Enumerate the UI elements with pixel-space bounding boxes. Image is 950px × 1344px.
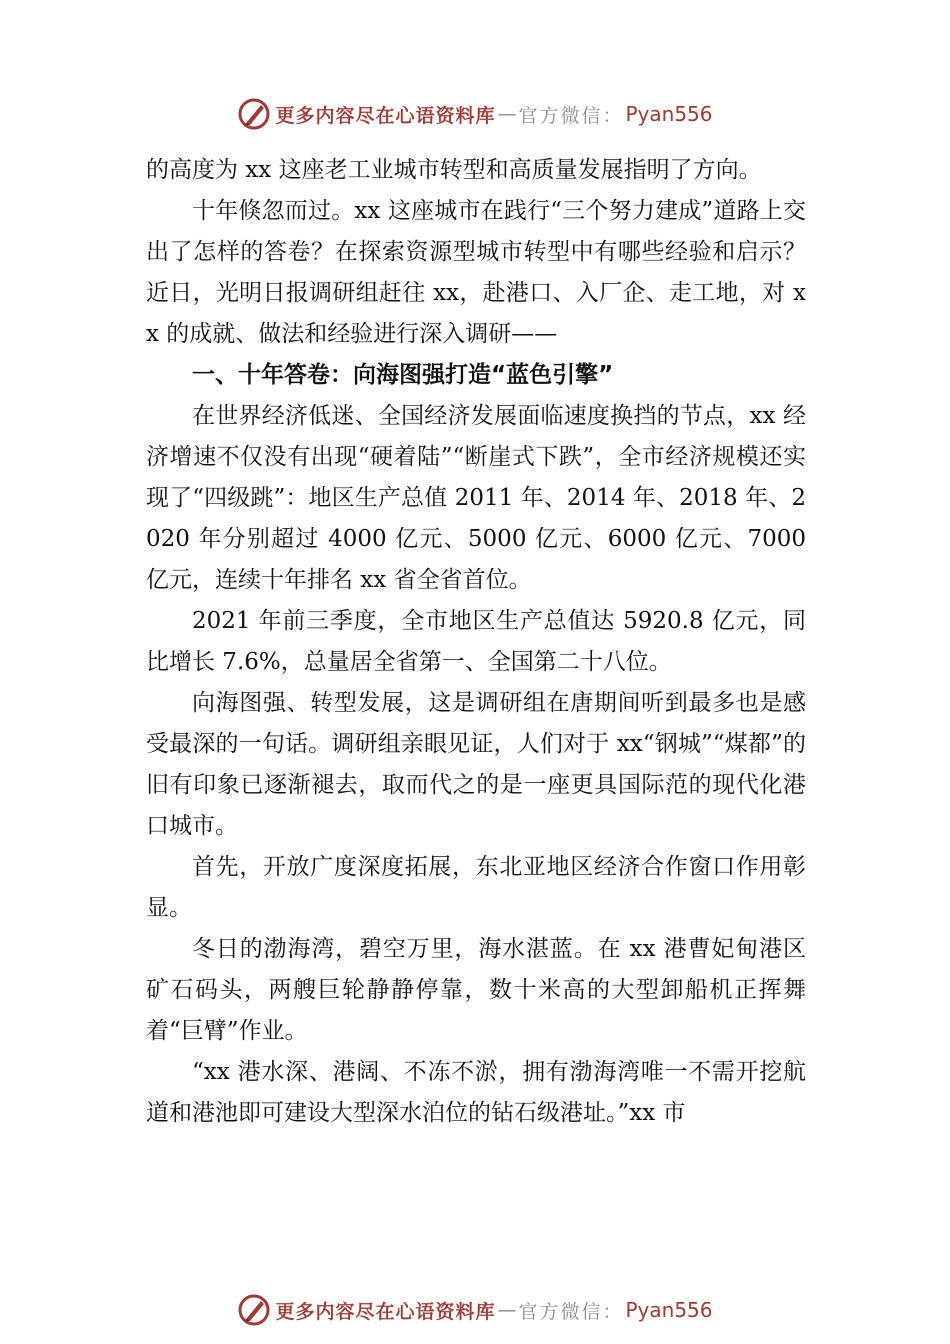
paragraph: 2021 年前三季度，全市地区生产总值达 5920.8 亿元，同比增长 7.6%，总量居全省第一、全国第二十八位。	[146, 608, 806, 675]
watermark-title: 更多内容尽在心语资料库	[275, 1300, 496, 1323]
paragraph: 冬日的渤海湾，碧空万里，海水湛蓝。在 xx 港曹妃甸港区矿石码头，两艘巨轮静静停靠，数十米高的大型卸船机正挥舞着“巨臂”作业。	[146, 936, 806, 1044]
watermark-dash: —	[497, 103, 517, 125]
footer-watermark	[0, 1290, 950, 1330]
document-body	[146, 150, 806, 1134]
paragraph: 在世界经济低迷、全国经济发展面临速度换挡的节点，xx 经济增速不仅没有出现“硬着陆”“断崖式下跌”，全市经济规模还实现了“四级跳”：地区生产总值 2011 年、2014 年、2018 年、2020 年分别超过 4000 亿元、5000 亿元、6000 亿元、7000 亿元，连续十年排名 xx 省全省首位。	[146, 403, 806, 593]
pen-logo-icon	[237, 1293, 271, 1327]
paragraph: 十年倏忽而过。xx 这座城市在践行“三个努力建成”道路上交出了怎样的答卷？在探索资源型城市转型中有哪些经验和启示？近日，光明日报调研组赶往 xx，赴港口、入厂企、走工地，对 xx 的成就、做法和经验进行深入调研——	[146, 198, 806, 347]
watermark-subtitle: 官方微信：	[518, 104, 624, 127]
paragraph: “xx 港水深、港阔、不冻不淤，拥有渤海湾唯一不需开挖航道和港池即可建设大型深水泊位的钻石级港址。”xx 市	[146, 1059, 806, 1126]
pen-logo-icon	[237, 97, 271, 131]
watermark-title: 更多内容尽在心语资料库	[275, 104, 496, 127]
watermark-subtitle: 官方微信：	[518, 1300, 624, 1323]
paragraph: 首先，开放广度深度拓展，东北亚地区经济合作窗口作用彰显。	[146, 854, 806, 921]
section-heading: 一、十年答卷：向海图强打造“蓝色引擎”	[192, 362, 614, 388]
watermark-wechat-id: Pyan556	[625, 1298, 713, 1322]
watermark-dash: —	[497, 1299, 517, 1321]
watermark-wechat-id: Pyan556	[625, 102, 713, 126]
paragraph: 向海图强、转型发展，这是调研组在唐期间听到最多也是感受最深的一句话。调研组亲眼见证，人们对于 xx“钢城”“煤都”的旧有印象已逐渐褪去，取而代之的是一座更具国际范的现代化港口城市。	[146, 690, 806, 839]
paragraph-continued: 的高度为 xx 这座老工业城市转型和高质量发展指明了方向。	[146, 157, 762, 183]
header-watermark	[0, 94, 950, 134]
